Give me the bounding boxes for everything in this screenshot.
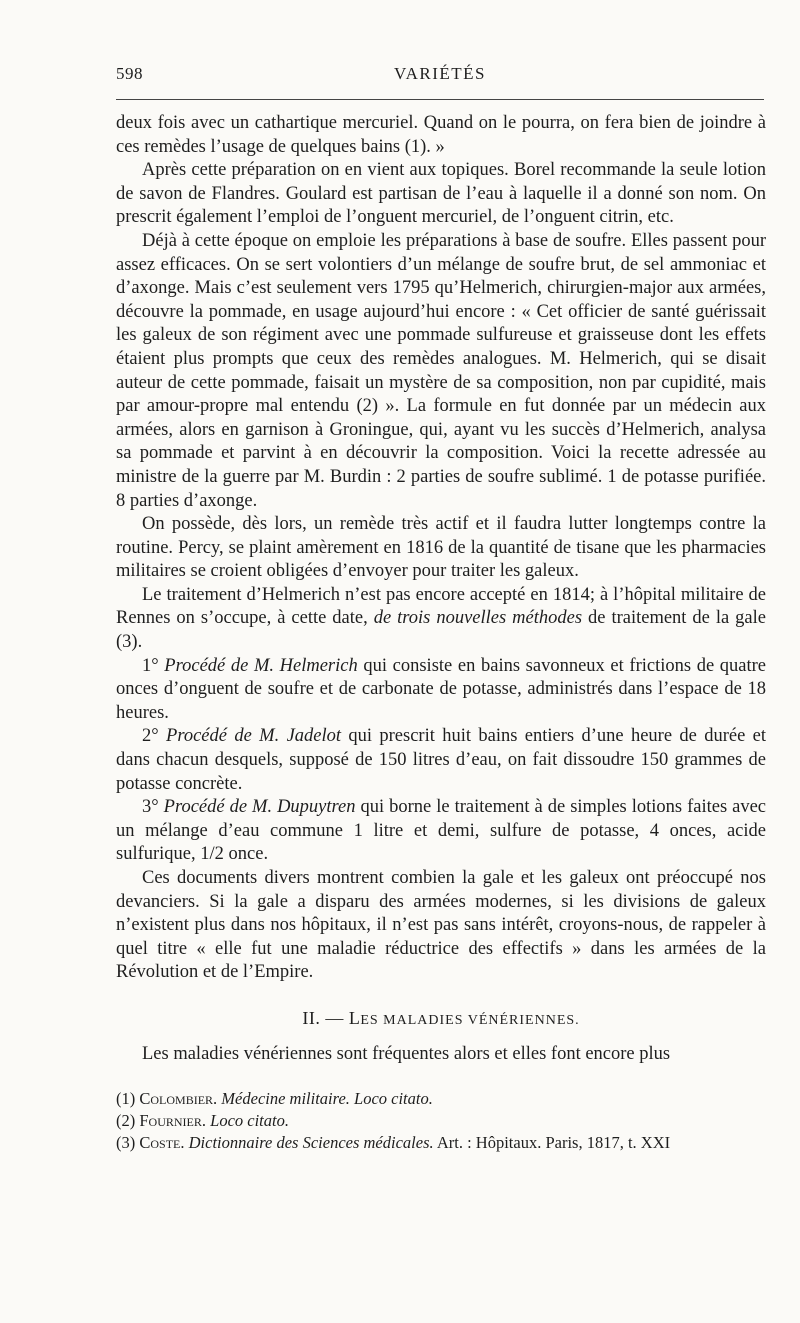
procedure-item — [116, 725, 766, 796]
paragraph — [116, 584, 766, 655]
section-title: ES MALADIES VÉNÉRIENNES. — [360, 1012, 580, 1028]
paragraph: Après cette préparation on en vient aux topiques. Borel recommande la seule lotion de savon de Flandres. Goulard est partisan de l’eau à laquelle il a donné son nom. On prescrit également l’emploi de l’onguent mercuriel, de l’onguent citrin, etc. — [116, 160, 766, 228]
footnote-number: (1) — [116, 1089, 136, 1109]
footnote-author: Fournier. — [139, 1111, 207, 1131]
paragraph: Ces documents divers montrent combien la gale et les galeux ont préoccupé nos devanciers. Si la gale a disparu des armées modernes, si les divisions de galeux n’existent plus dans nos hôpitaux, il n’est pas sans intérêt, croyons-nous, de rappeler à quel titre « elle fut une maladie réductrice des effectifs » dans les armées de la Révolution et de l’Empire. — [116, 868, 766, 983]
paragraph: Déjà à cette époque on emploie les préparations à base de soufre. Elles passent pour assez efficaces. On se sert volontiers d’un mélange de soufre brut, de sel ammoniac et d’axonge. Mais c’est seulement vers 1795 qu’Helmerich, chirurgien-major aux armées, découvre la pommade, en usage aujourd’hui encore : « Cet officier de santé guérissait les galeux de son régiment avec une pommade sulfureuse et graisseuse dont les effets étaient plus prompts que ceux des remèdes analogues. M. Helmerich, qui se disait auteur de cette pommade, faisait un mystère de sa composition, non par cupidité, mais par amour-propre mal entendu (2) ». La formule en fut donnée par un médecin aux armées, alors en garnison à Groningue, qui, ayant vu les succès d’Helmerich, analysa sa pommade et parvint à en découvrir la composition. Voici la recette adressée au ministre de la guerre par M. Burdin : 2 parties de soufre sublimé. 1 de potasse purifiée. 8 parties d’axonge. — [116, 230, 766, 511]
footnotes — [116, 1088, 766, 1154]
header-divider — [116, 99, 764, 100]
footnote-author: Colombier. — [139, 1089, 218, 1109]
procedure-text: qui prescrit huit bains entiers d’une heure de durée et dans chacun desquels, supposé de 150 litres d’eau, on fait dissoudre 150 grammes de potasse concrète. — [116, 726, 767, 794]
page-number: 598 — [116, 64, 143, 83]
footnote-number: (2) — [116, 1111, 136, 1131]
footnote-title: Dictionnaire des Sciences médicales. — [188, 1133, 434, 1153]
paragraph: Les maladies vénériennes sont fréquentes alors et elles font encore plus — [142, 1043, 671, 1064]
footnote-title: Loco citato. — [210, 1111, 289, 1131]
procedure-text: qui borne le traitement à de simples lotions faites avec un mélange d’eau commune 1 litre et demi, sulfure de potasse, 4 onces, acide sulfurique, 1/2 once. — [116, 797, 767, 865]
page-header — [116, 64, 764, 86]
footnote — [116, 1132, 766, 1154]
footnote-number: (3) — [116, 1133, 136, 1153]
footnote-title: Médecine militaire. Loco citato. — [221, 1089, 433, 1109]
procedure-number: 2° — [142, 726, 159, 747]
footnote — [116, 1088, 766, 1110]
footnote — [116, 1110, 766, 1132]
procedure-number: 1° — [142, 655, 159, 676]
paragraph: deux fois avec un cathartique mercuriel. Quand on le pourra, on fera bien de joindre à ces remèdes l’usage de quelques bains (1). » — [116, 113, 766, 157]
body-text — [116, 112, 766, 1154]
section-number: II. — L — [302, 1007, 361, 1028]
running-title: VARIÉTÉS — [394, 64, 486, 83]
paragraph-text: de traitement de la gale (3). — [116, 608, 766, 653]
procedure-text: qui consiste en bains savonneux et frictions de quatre onces d’onguent de soufre et de carbonate de potasse, administrés dans l’espace de 18 heures. — [116, 655, 767, 723]
procedure-item — [116, 796, 766, 867]
procedure-item — [116, 655, 766, 726]
procedure-label: Procédé de M. Helmerich — [164, 655, 358, 676]
procedure-number: 3° — [142, 797, 159, 818]
paragraph: On possède, dès lors, un remède très actif et il faudra lutter longtemps contre la routine. Percy, se plaint amèrement en 1816 de la quantité de tisane que les pharmacies militaires se croient obligées d’envoyer pour traiter les galeux. — [116, 514, 766, 582]
procedure-label: Procédé de M. Jadelot — [166, 726, 342, 747]
footnote-text: Art. : Hôpitaux. Paris, 1817, t. XXI — [436, 1133, 671, 1153]
section-heading — [116, 1007, 766, 1033]
paragraph-text: Le traitement d’Helmerich n’est pas encore accepté en 1814; à l’hôpital militaire de Rennes on s’occupe, à cette date, — [116, 584, 766, 629]
emphasis-text: de trois nouvelles méthodes — [373, 608, 583, 629]
procedure-label: Procédé de M. Dupuytren — [163, 797, 356, 818]
footnote-author: Coste. — [139, 1133, 185, 1153]
